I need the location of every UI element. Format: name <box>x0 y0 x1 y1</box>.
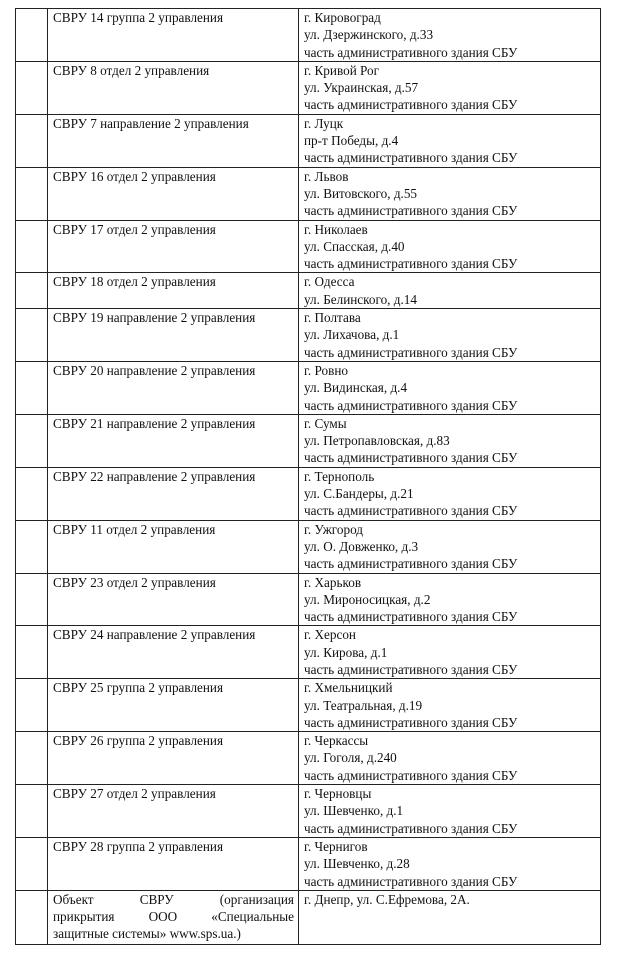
unit-name: СВРУ 8 отдел 2 управления <box>53 62 210 78</box>
unit-name: СВРУ 19 направление 2 управления <box>53 310 256 326</box>
city: г. Луцк <box>304 115 344 131</box>
address-cell <box>299 520 601 573</box>
unit-cell <box>48 679 299 732</box>
city: г. Ровно <box>304 362 348 378</box>
number-cell <box>16 890 48 944</box>
address-cell <box>299 679 601 732</box>
city: г. Сумы <box>304 415 347 431</box>
building-note: часть административного здания СБУ <box>304 714 518 730</box>
street-address: ул. Шевченко, д.28 <box>304 856 410 872</box>
unit-cell <box>48 61 299 114</box>
unit-name: СВРУ 26 группа 2 управления <box>53 733 224 749</box>
table-row <box>16 220 601 273</box>
street-address: ул. Гоголя, д.240 <box>304 750 397 766</box>
table-row <box>16 467 601 520</box>
building-note: часть административного здания СБУ <box>304 256 518 272</box>
number-cell <box>16 361 48 414</box>
building-note: часть административного здания СБУ <box>304 661 518 677</box>
unit-description-line: защитные системы» www.sps.ua.) <box>53 926 241 942</box>
address-cell <box>299 361 601 414</box>
street-address: ул. Витовского, д.55 <box>304 185 418 201</box>
number-cell <box>16 520 48 573</box>
table-row <box>16 837 601 890</box>
city: г. Тернополь <box>304 468 375 484</box>
table-row <box>16 626 601 679</box>
unit-name: СВРУ 28 группа 2 управления <box>53 838 224 854</box>
address-cell <box>299 785 601 838</box>
city: г. Черновцы <box>304 786 372 802</box>
unit-cell <box>48 837 299 890</box>
unit-name: СВРУ 16 отдел 2 управления <box>53 168 216 184</box>
number-cell <box>16 785 48 838</box>
address-cell <box>299 467 601 520</box>
table-row <box>16 520 601 573</box>
number-cell <box>16 679 48 732</box>
address-cell <box>299 273 601 309</box>
unit-description-line: Объект СВРУ (организация <box>53 891 294 907</box>
number-cell <box>16 220 48 273</box>
building-note: часть административного здания СБУ <box>304 503 518 519</box>
building-note: часть административного здания СБУ <box>304 344 518 360</box>
street-address: ул. Шевченко, д.1 <box>304 803 404 819</box>
street-address: пр-т Победы, д.4 <box>304 133 399 149</box>
table-row <box>16 785 601 838</box>
number-cell <box>16 467 48 520</box>
table-row <box>16 361 601 414</box>
street-address: ул. С.Бандеры, д.21 <box>304 486 414 502</box>
address-cell <box>299 573 601 626</box>
table-row <box>16 679 601 732</box>
unit-name: СВРУ 21 направление 2 управления <box>53 415 256 431</box>
unit-cell <box>48 114 299 167</box>
address-cell <box>299 61 601 114</box>
table-row <box>16 732 601 785</box>
city: г. Ужгород <box>304 521 363 537</box>
city: г. Черкассы <box>304 733 369 749</box>
table-row <box>16 273 601 309</box>
address-cell <box>299 114 601 167</box>
unit-name: СВРУ 23 отдел 2 управления <box>53 574 216 590</box>
city: г. Одесса <box>304 274 355 290</box>
street-address: ул. Петропавловская, д.83 <box>304 433 450 449</box>
number-cell <box>16 9 48 62</box>
street-address: ул. Дзержинского, д.33 <box>304 27 434 43</box>
city: г. Кировоград <box>304 10 381 25</box>
building-note: часть административного здания СБУ <box>304 767 518 783</box>
city: г. Николаев <box>304 221 368 237</box>
address-cell <box>299 167 601 220</box>
unit-cell <box>48 626 299 679</box>
street-address: ул. Театральная, д.19 <box>304 697 423 713</box>
building-note: часть административного здания СБУ <box>304 556 518 572</box>
unit-name: СВРУ 7 направление 2 управления <box>53 115 249 131</box>
address-cell <box>299 626 601 679</box>
street-address: г. Днепр, ул. С.Ефремова, 2А. <box>304 891 470 907</box>
street-address: ул. Спасская, д.40 <box>304 238 405 254</box>
unit-name: СВРУ 22 направление 2 управления <box>53 468 256 484</box>
unit-cell <box>48 890 299 944</box>
table-row <box>16 114 601 167</box>
street-address: ул. Кирова, д.1 <box>304 644 388 660</box>
address-cell <box>299 732 601 785</box>
table-row <box>16 414 601 467</box>
number-cell <box>16 573 48 626</box>
building-note: часть административного здания СБУ <box>304 397 518 413</box>
city: г. Херсон <box>304 627 356 643</box>
table-row <box>16 309 601 362</box>
table-row <box>16 573 601 626</box>
unit-cell <box>48 167 299 220</box>
unit-name: СВРУ 25 группа 2 управления <box>53 680 224 696</box>
unit-cell <box>48 309 299 362</box>
street-address: ул. Видинская, д.4 <box>304 380 408 396</box>
city: г. Харьков <box>304 574 362 590</box>
unit-cell <box>48 9 299 62</box>
unit-cell <box>48 520 299 573</box>
address-cell <box>299 220 601 273</box>
city: г. Львов <box>304 168 349 184</box>
table-row <box>16 61 601 114</box>
building-note: часть административного здания СБУ <box>304 873 518 889</box>
address-cell <box>299 890 601 944</box>
address-cell <box>299 837 601 890</box>
unit-name: СВРУ 20 направление 2 управления <box>53 362 256 378</box>
city: г. Хмельницкий <box>304 680 393 696</box>
street-address: ул. Украинская, д.57 <box>304 80 419 96</box>
unit-cell <box>48 414 299 467</box>
table-row <box>16 890 601 944</box>
unit-cell <box>48 361 299 414</box>
building-note: часть административного здания СБУ <box>304 150 518 166</box>
table-row <box>16 9 601 62</box>
street-address: ул. О. Довженко, д.3 <box>304 538 419 554</box>
unit-name: СВРУ 18 отдел 2 управления <box>53 274 216 290</box>
address-cell <box>299 309 601 362</box>
street-address: ул. Лихачова, д.1 <box>304 327 400 343</box>
unit-cell <box>48 785 299 838</box>
number-cell <box>16 273 48 309</box>
building-note: часть административного здания СБУ <box>304 97 518 113</box>
street-address: ул. Белинского, д.14 <box>304 291 417 307</box>
unit-cell <box>48 273 299 309</box>
number-cell <box>16 837 48 890</box>
number-cell <box>16 309 48 362</box>
building-note: часть административного здания СБУ <box>304 44 518 60</box>
city: г. Чернигов <box>304 838 368 854</box>
unit-cell <box>48 467 299 520</box>
city: г. Кривой Рог <box>304 62 380 78</box>
address-cell <box>299 9 601 62</box>
building-note: часть административного здания СБУ <box>304 609 518 625</box>
unit-description-line: прикрытия ООО «Специальные <box>53 909 294 925</box>
address-cell <box>299 414 601 467</box>
unit-name: СВРУ 14 группа 2 управления <box>53 10 224 25</box>
street-address: ул. Мироносицкая, д.2 <box>304 591 431 607</box>
number-cell <box>16 167 48 220</box>
building-note: часть административного здания СБУ <box>304 820 518 836</box>
city: г. Полтава <box>304 310 361 326</box>
unit-cell <box>48 732 299 785</box>
unit-name: СВРУ 17 отдел 2 управления <box>53 221 216 237</box>
number-cell <box>16 61 48 114</box>
number-cell <box>16 626 48 679</box>
unit-name: СВРУ 24 направление 2 управления <box>53 627 256 643</box>
number-cell <box>16 114 48 167</box>
table-row <box>16 167 601 220</box>
unit-cell <box>48 220 299 273</box>
building-note: часть административного здания СБУ <box>304 203 518 219</box>
unit-name: СВРУ 27 отдел 2 управления <box>53 786 216 802</box>
unit-name: СВРУ 11 отдел 2 управления <box>53 521 216 537</box>
building-note: часть административного здания СБУ <box>304 450 518 466</box>
number-cell <box>16 732 48 785</box>
unit-cell <box>48 573 299 626</box>
number-cell <box>16 414 48 467</box>
units-table <box>15 8 601 945</box>
